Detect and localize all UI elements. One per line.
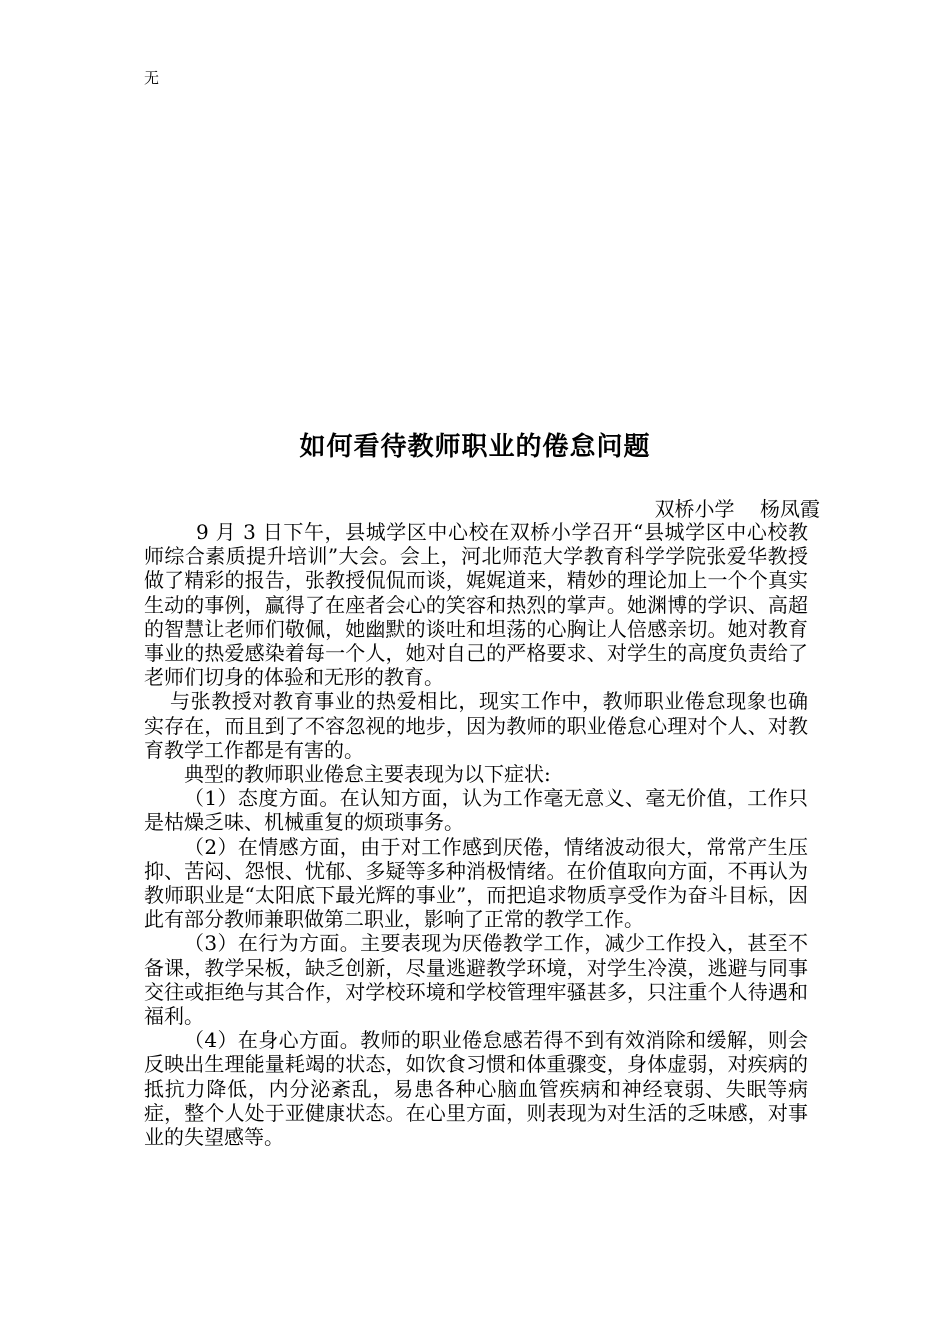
author-byline: 双桥小学 杨凤霞 (654, 497, 820, 521)
paragraph-symptom-behavior: （3）在行为方面。主要表现为厌倦教学工作，减少工作投入，甚至不备课，教学呆板，缺乏创新，尽量逃避教学环境，对学生冷漠，逃避与同事交往或拒绝与其合作，对学校环境和学校管理牢骚甚多，只注重个人待遇和福利。 (144, 931, 808, 1029)
paragraph-contrast: 与张教授对教育事业的热爱相比，现实工作中，教师职业倦怠现象也确实存在，而且到了不容忽视的地步，因为教师的职业倦怠心理对个人、对教育教学工作都是有害的。 (144, 689, 808, 762)
paragraph-symptoms-lead: 典型的教师职业倦怠主要表现为以下症状: (184, 762, 551, 787)
header-mark: 无 (144, 69, 160, 87)
paragraph-intro: 9 月 3 日下午，县城学区中心校在双桥小学召开“县城学区中心校教师综合素质提升培训”大会。会上，河北师范大学教育科学学院张爱华教授做了精彩的报告，张教授侃侃而谈，娓娓道来，精妙的理论加上一个个真实生动的事例，赢得了在座者会心的笑容和热烈的掌声。她渊博的学识、高超的智慧让老师们敬佩，她幽默的谈吐和坦荡的心胸让人倍感亲切。她对教育事业的热爱感染着每一个人，她对自己的严格要求、对学生的高度负责给了老师们切身的体验和无形的教育。 (144, 520, 808, 690)
paragraph-symptom-emotion: （2）在情感方面，由于对工作感到厌倦，情绪波动很大，常常产生压抑、苦闷、怨恨、忧郁、多疑等多种消极情绪。在价值取向方面，不再认为教师职业是“太阳底下最光辉的事业”，而把追求物质享受作为奋斗目标，因此有部分教师兼职做第二职业，影响了正常的教学工作。 (144, 834, 808, 932)
article-title: 如何看待教师职业的倦怠问题 (299, 432, 651, 462)
paragraph-symptom-body-mind: （4）在身心方面。教师的职业倦怠感若得不到有效消除和缓解，则会反映出生理能量耗竭的状态，如饮食习惯和体重骤变，身体虚弱，对疾病的抵抗力降低，内分泌紊乱，易患各种心脑血管疾病和神经衰弱、失眠等病症，整个人处于亚健康状态。在心里方面，则表现为对生活的乏味感，对事业的失望感等。 (144, 1028, 808, 1150)
paragraph-symptom-attitude: （1）态度方面。在认知方面，认为工作毫无意义、毫无价值，工作只是枯燥乏味、机械重复的烦琐事务。 (144, 786, 808, 835)
article-body (144, 520, 808, 1149)
